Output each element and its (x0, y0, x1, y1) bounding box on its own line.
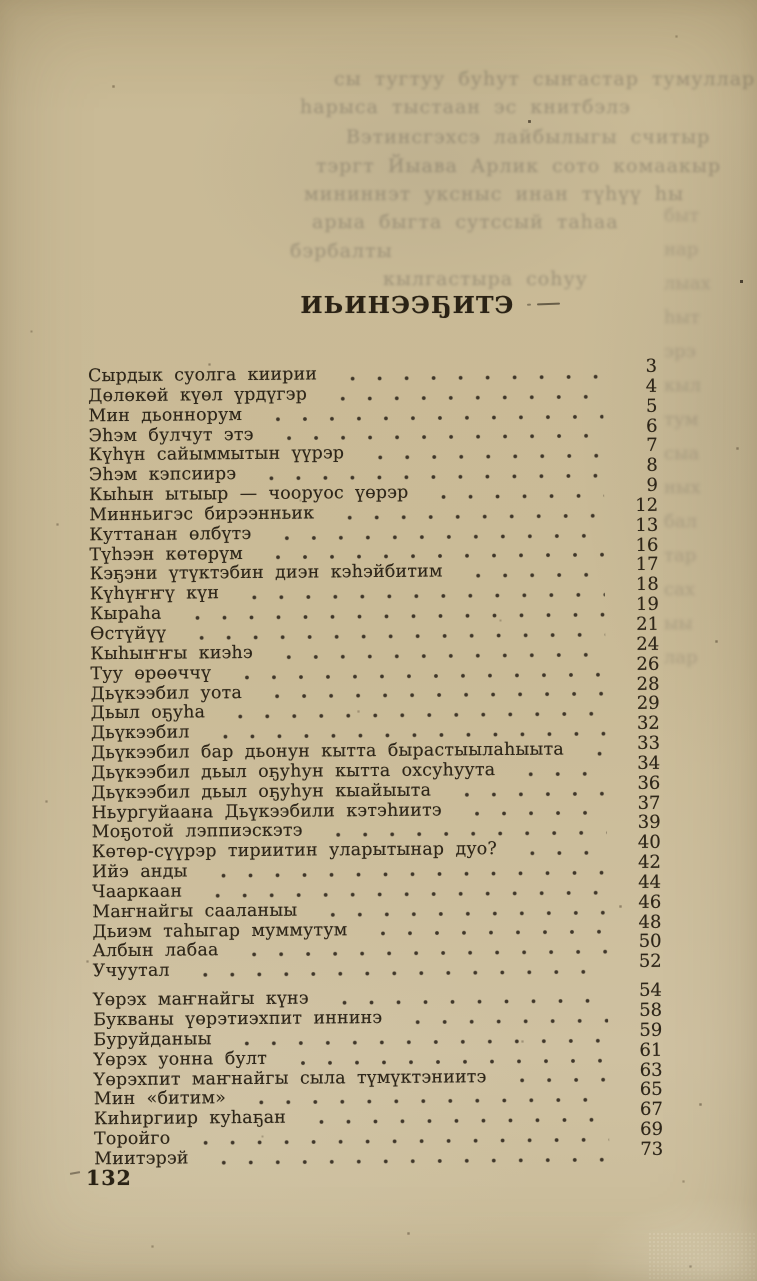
dot-leader (311, 910, 607, 917)
dot-leader (422, 493, 604, 499)
margin-ghost-fragment: эрэ (664, 341, 696, 362)
toc-entry-title: Ийэ анды (91, 861, 188, 883)
dot-leader (331, 374, 603, 381)
ghost-line: сы тугтуу буһут сыҥастар тумуллар (334, 68, 756, 90)
toc-page-number: 5 (645, 395, 658, 417)
toc-entry-title: Күһүҥҥү күн (89, 583, 220, 605)
dot-leader (321, 394, 603, 401)
ghost-line: Вэтинсгэхсэ лайбылыгы считыр (346, 126, 711, 148)
toc-page-number: 54 (638, 979, 663, 1002)
margin-ghost-fragment: лар (664, 647, 698, 668)
toc-entry-title: Ньургуйаана Дьүкээбили кэтэһиитэ (91, 800, 442, 823)
toc-entry-title: Учуутал (92, 960, 170, 982)
toc-entry-title: Мин дьоннорум (88, 404, 243, 426)
toc-entry-title: Моҕотой лэппиэскэтэ (91, 820, 303, 843)
dot-leader (317, 830, 607, 837)
bleedthrough-margin-column (664, 205, 757, 725)
toc-page-number: 65 (639, 1079, 663, 1101)
dot-leader (203, 1157, 610, 1165)
toc-page-number: 16 (635, 534, 659, 556)
toc-entry-title: Түһээн көтөрүм (89, 543, 244, 565)
toc-page-number: 67 (639, 1098, 663, 1121)
toc-entry-title: Дьиэм таһыгар муммутум (92, 919, 348, 942)
toc-entry-title: Миитэрэй (94, 1148, 189, 1170)
toc-entry-title: Күһүн сайыммытын үүрэр (88, 443, 345, 466)
toc-entry-title: Чааркаан (92, 881, 183, 903)
toc-page-number: 29 (636, 693, 660, 715)
dot-leader (511, 850, 607, 856)
toc-entry-title: Букваны үөрэтиэхпит иннинэ (93, 1007, 383, 1031)
toc-page-number: 46 (638, 891, 662, 913)
dot-leader (445, 791, 606, 797)
toc-entry-title: Үөрэх маҥнайгы күнэ (92, 988, 309, 1011)
toc-page-number: 50 (638, 931, 662, 953)
ghost-line: кылгастыра соһуу (383, 268, 588, 290)
toc-entry-title: Дьүкээбил (90, 722, 190, 744)
toc-page-number: 28 (636, 673, 660, 695)
toc-page-number: 59 (639, 1019, 663, 1041)
toc-page-number: 44 (638, 871, 662, 893)
toc-entry-title: Дьүкээбил бар дьонун кытта бырастыылаһыыта (90, 739, 565, 764)
ghost-line: тэргт Йыава Арлик сото комаакыр (316, 155, 722, 177)
margin-ghost-fragment: ыы (664, 613, 693, 634)
margin-ghost-fragment: сах (664, 579, 695, 600)
ghost-line: бэрбалты (290, 240, 393, 262)
toc-entry-title: Кыһын ытыыр — чооруос үөрэр (88, 482, 409, 506)
toc-page-number: 32 (636, 712, 660, 735)
toc-entry-title: Эһэм булчут этэ (88, 424, 254, 446)
toc-page-number: 34 (637, 752, 661, 774)
toc-page-number: 24 (636, 633, 660, 655)
dot-leader (501, 1078, 609, 1084)
paper-speckles (0, 0, 1, 1)
toc-page-number: 7 (646, 435, 658, 457)
toc-page-number: 58 (639, 999, 663, 1021)
dot-leader (396, 1018, 608, 1025)
dot-leader (361, 930, 607, 937)
dot-leader (456, 811, 607, 817)
toc-page-number: 52 (638, 951, 662, 973)
dot-leader (358, 453, 604, 460)
margin-ghost-fragment: ных (664, 477, 701, 498)
dot-leader (300, 1117, 609, 1124)
toc-entry-title: Буруйданыы (93, 1029, 212, 1051)
toc-page-number: 63 (639, 1059, 663, 1081)
toc-entry-title: Куттанан өлбүтэ (89, 523, 252, 545)
toc-entry-title: Киһиргиир куһаҕан (93, 1107, 287, 1130)
toc-entry-title: Туу өрөөччү (90, 662, 212, 684)
margin-ghost-fragment: тум (664, 409, 699, 430)
ghost-line: мининнэт уксныс инан түһүү һы (304, 183, 685, 205)
margin-ghost-fragment: һыт (664, 307, 700, 328)
dot-leader (184, 969, 608, 977)
margin-ghost-fragment: бал (664, 511, 698, 532)
margin-ghost-fragment: кыл (664, 375, 702, 396)
toc-entry-title: Үөрэх уонна булт (93, 1048, 268, 1070)
toc-entry-title: Дөлөкөй күөл үрдүгэр (88, 384, 308, 407)
toc-entry-title: Дьүкээбил дьыл оҕуһун кытта охсуһуута (91, 759, 496, 784)
toc-page-number: 12 (635, 494, 659, 516)
toc-page-number: 19 (635, 593, 659, 616)
toc-entry-title: Сырдык суолга киирии (88, 364, 318, 387)
toc-page-number: 37 (637, 792, 661, 814)
toc-entry-title: Дьыл оҕуһа (90, 702, 206, 724)
toc-entry-title: Маҥнайгы сааланыы (92, 900, 298, 922)
dot-leader (509, 771, 606, 777)
toc-entry-title: Кыраһа (89, 603, 162, 625)
dot-leader (328, 513, 604, 520)
toc-entry-title: Эһэм кэпсиирэ (88, 464, 237, 486)
dot-leader (578, 751, 606, 756)
toc-page-number: 33 (637, 732, 661, 754)
bleedthrough-text-block (288, 60, 757, 300)
toc-entry-title: Кыһыҥҥы киэһэ (90, 642, 253, 665)
ghost-line: һарыса тыстаан эс книтбэлэ (300, 96, 631, 118)
toc-entry-title: Минньигэс бирээнньик (89, 503, 315, 526)
toc-page-number: 9 (646, 474, 659, 496)
toc-page-number: 18 (635, 574, 659, 596)
margin-ghost-fragment: нар (664, 239, 699, 260)
folio-tick-mark (70, 1171, 80, 1175)
toc-page-number: 4 (645, 375, 658, 397)
toc-page-number: 6 (645, 415, 658, 437)
toc-page-number: 61 (639, 1039, 663, 1061)
page-folio: 132 (86, 1166, 132, 1190)
toc-page-number: 69 (640, 1118, 664, 1140)
toc-page-number: 21 (636, 613, 660, 635)
toc-entry-title: Дьүкээбил дьыл оҕуһун кыайыыта (91, 780, 432, 803)
toc-page-number: 17 (635, 554, 659, 576)
toc-list (88, 355, 664, 1170)
toc-page-number: 13 (635, 514, 659, 536)
margin-ghost-fragment: лыах (664, 273, 711, 294)
toc-entry-title: Кэҕэни үтүктэбин диэн кэһэйбитим (89, 561, 443, 585)
margin-ghost-fragment: тар (664, 545, 697, 566)
margin-ghost-fragment: сыа (664, 443, 700, 464)
toc-page-number: 40 (637, 832, 661, 854)
contents-title: ИЬИНЭЭҔИТЭ (300, 291, 515, 319)
margin-ghost-fragment: быт (664, 205, 700, 226)
toc-entry-title: Көтөр-сүүрэр тириитин уларытынар дуо? (91, 839, 498, 863)
toc-page-number: 39 (637, 812, 661, 834)
toc-page-number: 8 (646, 454, 658, 477)
dot-leader (323, 998, 608, 1005)
toc-page-number: 42 (637, 851, 662, 874)
toc-entry-title: Торойго (94, 1128, 171, 1150)
toc-entry-title: Дьүкээбил уота (90, 682, 243, 704)
dot-leader (457, 572, 605, 578)
toc-entry-title: Албын лабаа (92, 940, 219, 962)
toc-page-number: 3 (645, 355, 658, 377)
toc-entry-title: Мин «битим» (93, 1088, 227, 1110)
toc-page-number: 26 (636, 653, 660, 675)
paper-corner-patch (648, 1232, 757, 1281)
toc-entry-title: Өстүйүү (90, 623, 167, 645)
toc-entry-title: Үөрэхпит маҥнайгы сыла түмүктэниитэ (93, 1066, 487, 1090)
toc-page-number: 73 (640, 1138, 664, 1160)
ghost-line: арыа быгта сутссый таһаа (312, 211, 619, 233)
toc-page-number: 48 (638, 911, 662, 933)
toc-page-number: 36 (637, 772, 661, 794)
